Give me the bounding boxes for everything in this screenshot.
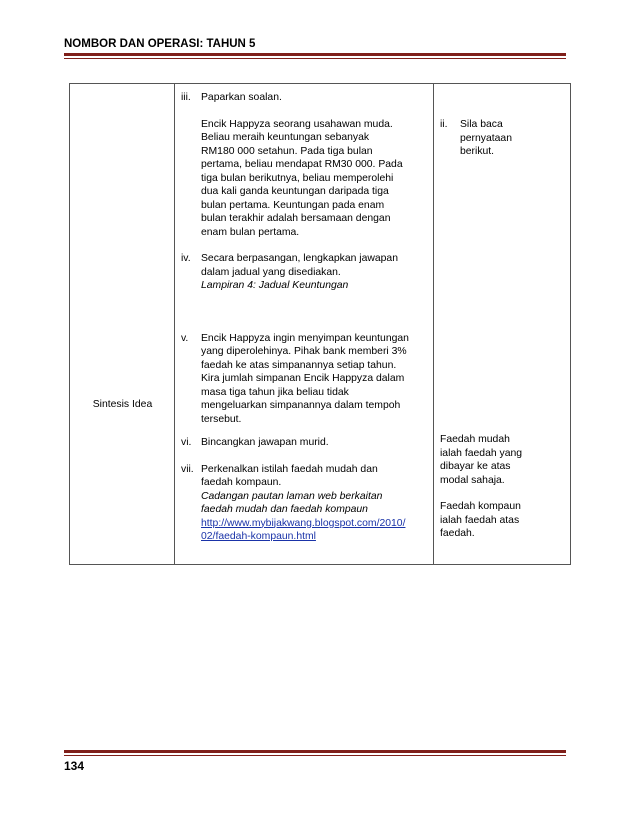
document-header-title: NOMBOR DAN OPERASI: TAHUN 5	[64, 38, 256, 50]
stage-label: Sintesis Idea	[92, 399, 153, 410]
note-ii: ii. Sila baca pernyataan berikut.	[440, 119, 512, 157]
question-text: Encik Happyza seorang usahawan muda. Beliau meraih keuntungan sebanyak RM180 000 setahun. Pada tiga bulan pertama, beliau mendapat RM30 000. Pada tiga bulan berikutnya, beliau memperolehi dua kali ganda keuntungan daripada tiga bulan pertama. Keuntungan pada enam bulan terakhir adalah bersamaan dengan enam bulan pertama.	[201, 118, 403, 238]
step-vii: vii. Perkenalkan istilah faedah mudah dan faedah kompaun. Cadangan pautan laman web berkaitan faedah mudah dan faedah kompaun http://www.mybijakwang.blogspot.com/2010/ 02/faedah-kompaun.html	[181, 463, 406, 542]
page-number: 134	[64, 759, 85, 773]
notes-cell	[434, 84, 571, 565]
attachment-reference: Lampiran 4: Jadual Keuntungan	[201, 280, 349, 291]
header-rule-thick	[64, 53, 566, 56]
footer-rule-thin	[64, 755, 566, 756]
step-iii: iii. Paparkan soalan.	[181, 92, 282, 103]
step-vi: vi. Bincangkan jawapan murid.	[181, 437, 329, 448]
step-v: v. Encik Happyza ingin menyimpan keuntungan yang diperolehinya. Pihak bank memberi 3% faedah ke atas simpanannya setiap tahun. Kira jumlah simpanan Encik Happyza dalam masa tiga tahun jika beliau tidak mengeluarkan simpanannya dalam tempoh tersebut.	[181, 332, 409, 425]
step-iv: iv. Secara berpasangan, lengkapkan jawapan dalam jadual yang disediakan. Lampiran 4: Jadual Keuntungan	[181, 253, 398, 291]
note-compound-interest: Faedah kompaun ialah faedah atas faedah.	[440, 501, 521, 539]
faedah-kompaun-link[interactable]: http://www.mybijakwang.blogspot.com/2010/ 02/faedah-kompaun.html	[201, 517, 406, 542]
header-rule-thin	[64, 58, 566, 59]
lesson-table	[69, 83, 571, 565]
activity-cell	[175, 84, 434, 565]
footer-rule-thick	[64, 750, 566, 753]
note-simple-interest: Faedah mudah ialah faedah yang dibayar ke atas modal sahaja.	[440, 434, 523, 486]
stage-cell	[70, 84, 175, 565]
